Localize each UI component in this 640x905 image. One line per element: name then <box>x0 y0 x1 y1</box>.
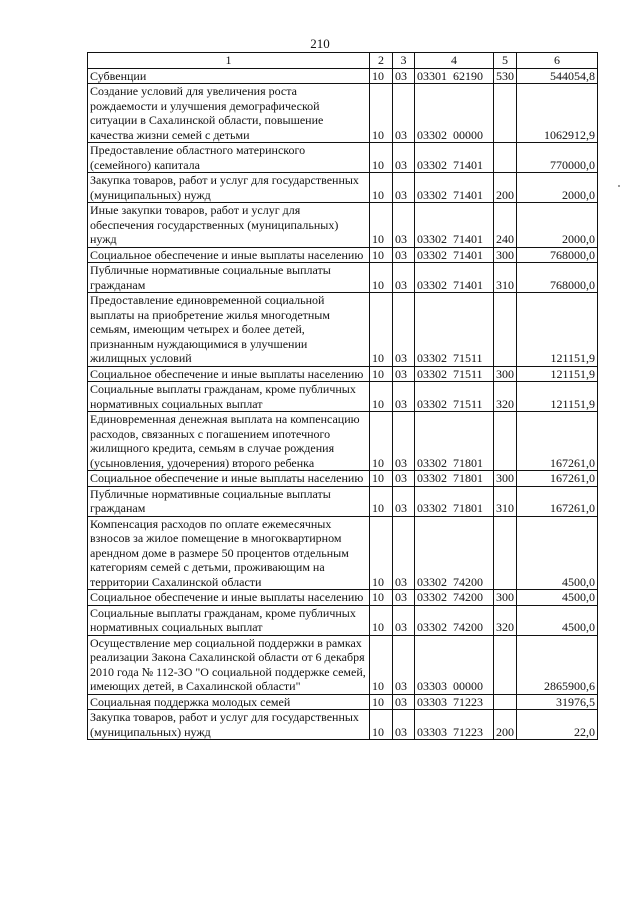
section-code-cell: 10 <box>370 247 393 263</box>
target-article-code-cell: 03302 71511 <box>415 366 494 382</box>
expense-type-code-cell <box>494 516 517 590</box>
section-code-cell: 10 <box>370 412 393 471</box>
amount-cell: 768000,0 <box>517 263 598 293</box>
target-article-code-cell: 03303 00000 <box>415 635 494 694</box>
amount-cell: 2000,0 <box>517 203 598 248</box>
section-code-cell: 10 <box>370 516 393 590</box>
expense-type-code-cell <box>494 635 517 694</box>
item-name-cell: Субвенции <box>88 68 370 84</box>
budget-table <box>87 52 598 740</box>
target-article-code-cell: 03301 62190 <box>415 68 494 84</box>
section-code-cell: 10 <box>370 486 393 516</box>
expense-type-code-cell: 240 <box>494 203 517 248</box>
scan-speck <box>618 185 620 187</box>
table-row <box>88 84 598 143</box>
amount-cell: 1062912,9 <box>517 84 598 143</box>
amount-cell: 768000,0 <box>517 247 598 263</box>
page-number: 210 <box>310 36 330 51</box>
expense-type-code-cell: 310 <box>494 486 517 516</box>
column-header: 3 <box>393 53 415 69</box>
section-code-cell: 10 <box>370 605 393 635</box>
target-article-code-cell: 03302 74200 <box>415 516 494 590</box>
expense-type-code-cell <box>494 412 517 471</box>
amount-cell: 31976,5 <box>517 694 598 710</box>
item-name-cell: Компенсация расходов по оплате ежемесячных взносов за жилое помещение в многоквартирном арендном доме в размере 50 процентов отдельным категориям семей с детьми, проживающим на территории Сахалинской области <box>88 516 370 590</box>
expense-type-code-cell: 310 <box>494 263 517 293</box>
item-name-cell: Иные закупки товаров, работ и услуг для обеспечения государственных (муниципальных) нужд <box>88 203 370 248</box>
subsection-code-cell: 03 <box>393 635 415 694</box>
expense-type-code-cell: 300 <box>494 247 517 263</box>
subsection-code-cell: 03 <box>393 590 415 606</box>
item-name-cell: Осуществление мер социальной поддержки в рамках реализации Закона Сахалинской области от 6 декабря 2010 года № 112-ЗО "О социальной поддержке семей, имеющих детей, в Сахалинской области" <box>88 635 370 694</box>
subsection-code-cell: 03 <box>393 516 415 590</box>
section-code-cell: 10 <box>370 382 393 412</box>
item-name-cell: Социальное обеспечение и иные выплаты населению <box>88 590 370 606</box>
table-row <box>88 412 598 471</box>
target-article-code-cell: 03302 00000 <box>415 84 494 143</box>
amount-cell: 2865900,6 <box>517 635 598 694</box>
section-code-cell: 10 <box>370 366 393 382</box>
table-row <box>88 68 598 84</box>
table-row <box>88 173 598 203</box>
amount-cell: 121151,9 <box>517 382 598 412</box>
section-code-cell: 10 <box>370 471 393 487</box>
subsection-code-cell: 03 <box>393 293 415 367</box>
section-code-cell: 10 <box>370 203 393 248</box>
table-row <box>88 694 598 710</box>
item-name-cell: Социальные выплаты гражданам, кроме публичных нормативных социальных выплат <box>88 605 370 635</box>
item-name-cell: Публичные нормативные социальные выплаты гражданам <box>88 263 370 293</box>
item-name-cell: Социальные выплаты гражданам, кроме публичных нормативных социальных выплат <box>88 382 370 412</box>
table-row <box>88 710 598 740</box>
table-row <box>88 486 598 516</box>
target-article-code-cell: 03302 71401 <box>415 203 494 248</box>
column-header: 6 <box>517 53 598 69</box>
item-name-cell: Создание условий для увеличения роста рождаемости и улучшения демографической ситуации в Сахалинской области, повышение качества жизни семей с детьми <box>88 84 370 143</box>
expense-type-code-cell <box>494 143 517 173</box>
item-name-cell: Публичные нормативные социальные выплаты гражданам <box>88 486 370 516</box>
target-article-code-cell: 03302 74200 <box>415 605 494 635</box>
subsection-code-cell: 03 <box>393 143 415 173</box>
subsection-code-cell: 03 <box>393 412 415 471</box>
table-row <box>88 516 598 590</box>
amount-cell: 4500,0 <box>517 605 598 635</box>
column-header: 4 <box>415 53 494 69</box>
target-article-code-cell: 03302 71401 <box>415 143 494 173</box>
table-row <box>88 247 598 263</box>
subsection-code-cell: 03 <box>393 84 415 143</box>
item-name-cell: Закупка товаров, работ и услуг для государственных (муниципальных) нужд <box>88 173 370 203</box>
table-row <box>88 203 598 248</box>
item-name-cell: Социальное обеспечение и иные выплаты населению <box>88 471 370 487</box>
target-article-code-cell: 03302 71801 <box>415 412 494 471</box>
expense-type-code-cell: 320 <box>494 605 517 635</box>
table-row <box>88 143 598 173</box>
section-code-cell: 10 <box>370 590 393 606</box>
table-row <box>88 590 598 606</box>
subsection-code-cell: 03 <box>393 366 415 382</box>
subsection-code-cell: 03 <box>393 694 415 710</box>
subsection-code-cell: 03 <box>393 173 415 203</box>
item-name-cell: Предоставление областного материнского (семейного) капитала <box>88 143 370 173</box>
amount-cell: 22,0 <box>517 710 598 740</box>
item-name-cell: Социальное обеспечение и иные выплаты населению <box>88 366 370 382</box>
table-header-row <box>88 53 598 69</box>
expense-type-code-cell: 320 <box>494 382 517 412</box>
amount-cell: 121151,9 <box>517 293 598 367</box>
subsection-code-cell: 03 <box>393 471 415 487</box>
table-row <box>88 366 598 382</box>
expense-type-code-cell: 300 <box>494 471 517 487</box>
expense-type-code-cell <box>494 84 517 143</box>
table-row <box>88 293 598 367</box>
item-name-cell: Предоставление единовременной социальной выплаты на приобретение жилья многодетным семьям, имеющим четырех и более детей, признанным нуждающимися в улучшении жилищных условий <box>88 293 370 367</box>
section-code-cell: 10 <box>370 694 393 710</box>
target-article-code-cell: 03302 71401 <box>415 173 494 203</box>
section-code-cell: 10 <box>370 263 393 293</box>
section-code-cell: 10 <box>370 173 393 203</box>
target-article-code-cell: 03303 71223 <box>415 694 494 710</box>
subsection-code-cell: 03 <box>393 263 415 293</box>
column-header: 2 <box>370 53 393 69</box>
amount-cell: 2000,0 <box>517 173 598 203</box>
column-header: 5 <box>494 53 517 69</box>
expense-type-code-cell: 200 <box>494 173 517 203</box>
amount-cell: 167261,0 <box>517 412 598 471</box>
target-article-code-cell: 03302 71511 <box>415 293 494 367</box>
amount-cell: 4500,0 <box>517 590 598 606</box>
table-row <box>88 382 598 412</box>
table-row <box>88 635 598 694</box>
amount-cell: 167261,0 <box>517 486 598 516</box>
expense-type-code-cell: 200 <box>494 710 517 740</box>
target-article-code-cell: 03302 71511 <box>415 382 494 412</box>
item-name-cell: Единовременная денежная выплата на компенсацию расходов, связанных с погашением ипотечного жилищного кредита, семьям в случае рождения (усыновления, удочерения) второго ребенка <box>88 412 370 471</box>
table-row <box>88 471 598 487</box>
table-row <box>88 263 598 293</box>
expense-type-code-cell: 300 <box>494 590 517 606</box>
subsection-code-cell: 03 <box>393 203 415 248</box>
target-article-code-cell: 03302 74200 <box>415 590 494 606</box>
subsection-code-cell: 03 <box>393 68 415 84</box>
item-name-cell: Закупка товаров, работ и услуг для государственных (муниципальных) нужд <box>88 710 370 740</box>
section-code-cell: 10 <box>370 710 393 740</box>
expense-type-code-cell <box>494 694 517 710</box>
section-code-cell: 10 <box>370 635 393 694</box>
subsection-code-cell: 03 <box>393 605 415 635</box>
item-name-cell: Социальное обеспечение и иные выплаты населению <box>88 247 370 263</box>
amount-cell: 4500,0 <box>517 516 598 590</box>
section-code-cell: 10 <box>370 143 393 173</box>
subsection-code-cell: 03 <box>393 710 415 740</box>
expense-type-code-cell <box>494 293 517 367</box>
expense-type-code-cell: 530 <box>494 68 517 84</box>
section-code-cell: 10 <box>370 84 393 143</box>
target-article-code-cell: 03302 71801 <box>415 471 494 487</box>
subsection-code-cell: 03 <box>393 247 415 263</box>
subsection-code-cell: 03 <box>393 486 415 516</box>
amount-cell: 544054,8 <box>517 68 598 84</box>
target-article-code-cell: 03302 71401 <box>415 263 494 293</box>
amount-cell: 770000,0 <box>517 143 598 173</box>
subsection-code-cell: 03 <box>393 382 415 412</box>
section-code-cell: 10 <box>370 293 393 367</box>
target-article-code-cell: 03302 71801 <box>415 486 494 516</box>
expense-type-code-cell: 300 <box>494 366 517 382</box>
target-article-code-cell: 03302 71401 <box>415 247 494 263</box>
table-row <box>88 605 598 635</box>
amount-cell: 121151,9 <box>517 366 598 382</box>
amount-cell: 167261,0 <box>517 471 598 487</box>
column-header: 1 <box>88 53 370 69</box>
section-code-cell: 10 <box>370 68 393 84</box>
item-name-cell: Социальная поддержка молодых семей <box>88 694 370 710</box>
target-article-code-cell: 03303 71223 <box>415 710 494 740</box>
